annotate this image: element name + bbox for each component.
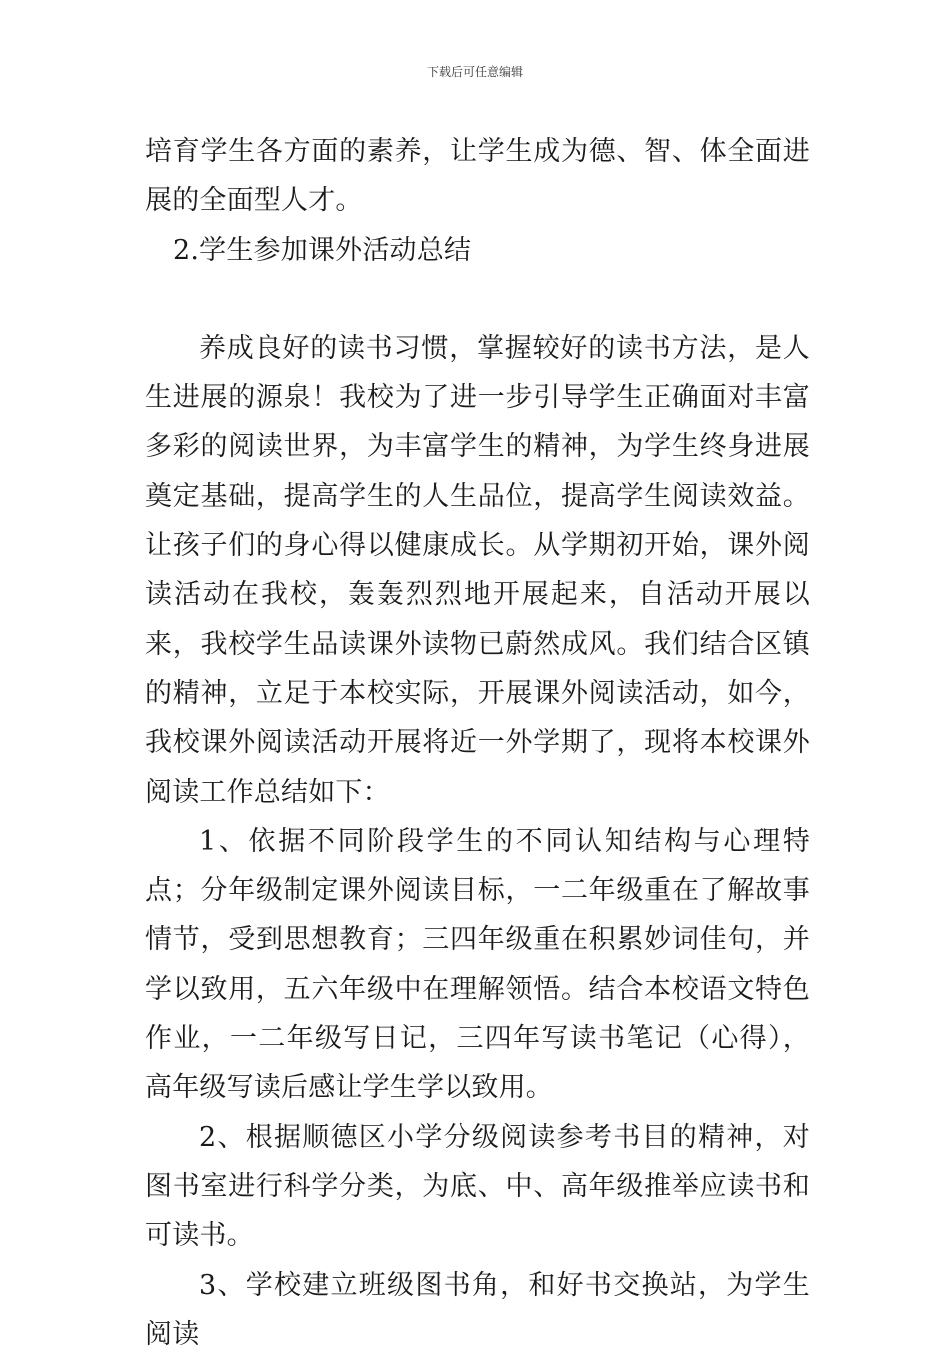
section-heading: 2.学生参加课外活动总结 bbox=[173, 234, 472, 266]
paragraph-continuation: 培育学生各方面的素养，让学生成为德、智、体全面进展的全面型人才。 bbox=[145, 136, 810, 217]
paragraph-item-1: 1、依据不同阶段学生的不同认知结构与心理特点；分年级制定课外阅读目标，一二年级重在了解故事情节，受到思想教育；三四年级重在积累妙词佳句，并学以致用，五六年级中在理解领悟。结合本校语文特色作业，一二年级写日记，三四年写读书笔记（心得），高年级写读后感让学生学以致用。 bbox=[145, 825, 810, 1104]
paragraph-item-3: 3、学校建立班级图书角，和好书交换站，为学生阅读 bbox=[145, 1269, 810, 1350]
blank-line bbox=[145, 275, 810, 324]
page-header: 下载后可任意编辑 bbox=[426, 65, 523, 79]
document-body bbox=[145, 127, 810, 1359]
paragraph-intro: 养成良好的读书习惯，掌握较好的读书方法，是人生进展的源泉！我校为了进一步引导学生正确面对丰富多彩的阅读世界，为丰富学生的精神，为学生终身进展奠定基础，提高学生的人生品位，提高学生阅读效益。让孩子们的身心得以健康成长。从学期初开始，课外阅读活动在我校，轰轰烈烈地开展起来，自活动开展以来，我校学生品读课外读物已蔚然成风。我们结合区镇的精神，立足于本校实际，开展课外阅读活动，如今，我校课外阅读活动开展将近一外学期了，现将本校课外阅读工作总结如下： bbox=[145, 332, 810, 808]
paragraph-item-2: 2、根据顺德区小学分级阅读参考书目的精神，对图书室进行科学分类，为底、中、高年级推举应读书和可读书。 bbox=[145, 1121, 810, 1252]
